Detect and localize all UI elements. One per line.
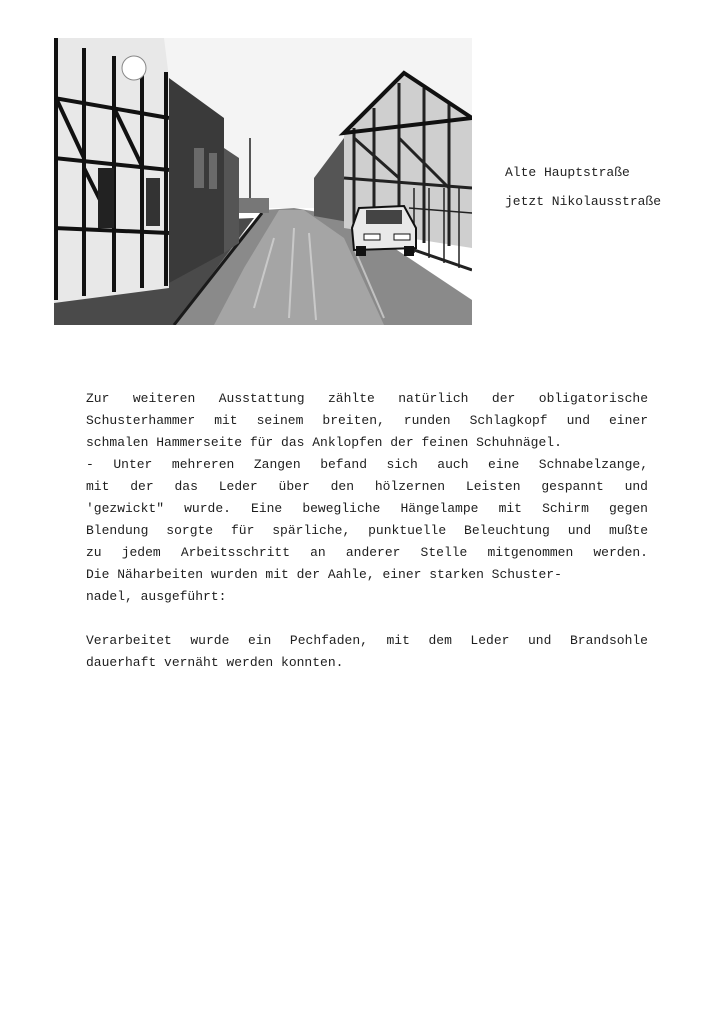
text-line: Schusterhammer mit seinem breiten, runden Schlagkopf und einer <box>86 413 648 428</box>
text-line: Verarbeitet wurde ein Pechfaden, mit dem Leder und Brandsohle <box>86 633 648 648</box>
photo-caption-line2: jetzt Nikolausstraße <box>505 194 662 209</box>
text-line: 'gezwickt" wurde. Eine bewegliche Hängelampe mit Schirm gegen <box>86 501 648 516</box>
photo-caption-line1: Alte Hauptstraße <box>505 165 630 180</box>
text-line: Zur weiteren Ausstattung zählte natürlich der obligatorische <box>86 391 648 406</box>
text-line: zu jedem Arbeitsschritt an anderer Stelle mitgenommen werden. <box>86 545 648 560</box>
body-text <box>86 388 648 674</box>
text-line: nadel, ausgeführt: <box>86 589 227 604</box>
text-line: dauerhaft vernäht werden konnten. <box>86 655 344 670</box>
text-line: mit der das Leder über den hölzernen Leisten gespannt und <box>86 479 648 494</box>
parked-car <box>352 206 416 256</box>
street-photo <box>54 38 472 325</box>
text-line: Blendung sorgte für spärliche, punktuelle Beleuchtung und mußte <box>86 523 648 538</box>
text-line: schmalen Hammerseite für das Anklopfen der feinen Schuhnägel. <box>86 435 562 450</box>
text-line: - Unter mehreren Zangen befand sich auch eine Schnabelzange, <box>86 457 648 472</box>
text-line: Die Näharbeiten wurden mit der Aahle, einer starken Schuster- <box>86 567 562 582</box>
paragraph-gap <box>86 608 648 630</box>
